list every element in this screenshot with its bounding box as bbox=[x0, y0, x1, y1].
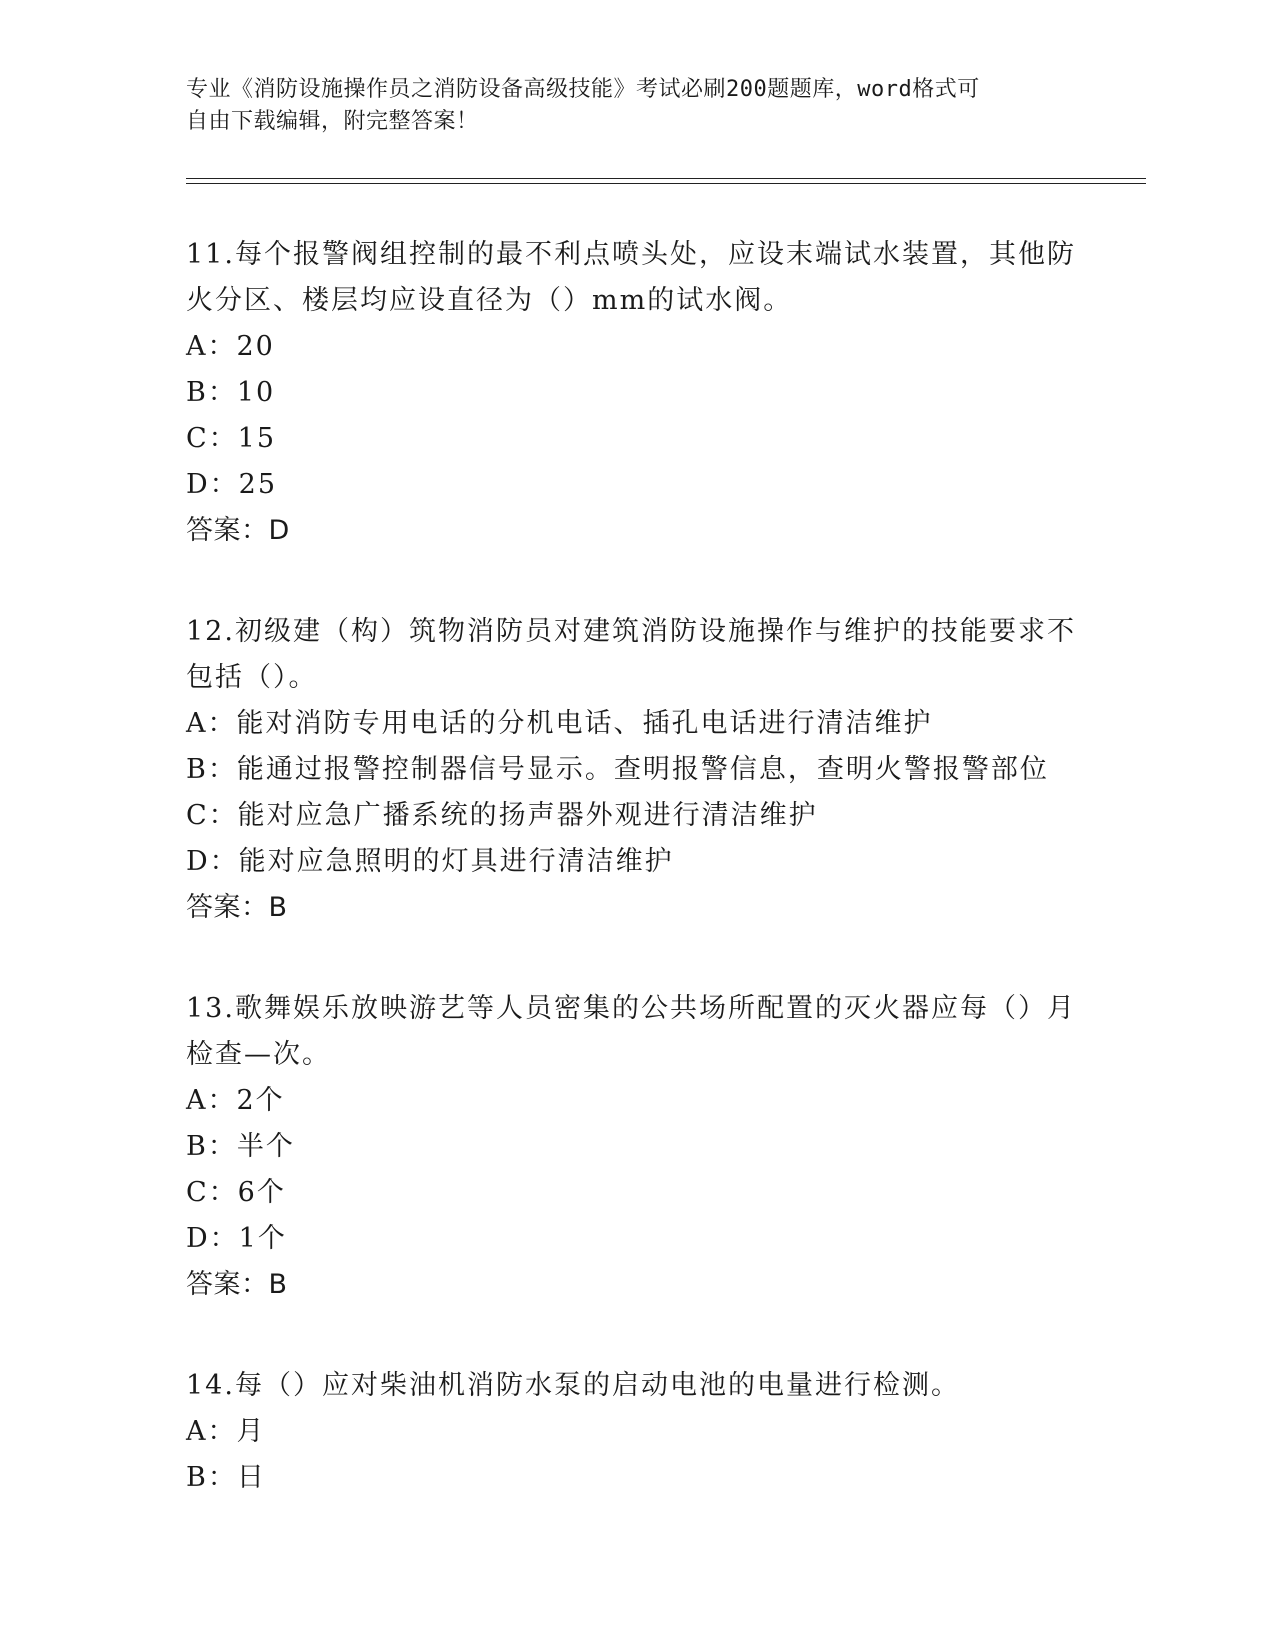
question-stem: 包括（）。 bbox=[186, 662, 318, 693]
option-d: D：1个 bbox=[186, 1223, 287, 1254]
option-b: B：能通过报警控制器信号显示。查明报警信息，查明火警报警部位 bbox=[186, 754, 1049, 785]
question-stem: 12.初级建（构）筑物消防员对建筑消防设施操作与维护的技能要求不 bbox=[186, 616, 1076, 647]
question-stem: 火分区、楼层均应设直径为（）mm的试水阀。 bbox=[186, 285, 793, 316]
option-a: A：20 bbox=[186, 331, 275, 362]
option-b: B：10 bbox=[186, 377, 276, 408]
option-d: D：能对应急照明的灯具进行清洁维护 bbox=[186, 846, 674, 877]
question-stem: 检查—次。 bbox=[186, 1039, 331, 1070]
answer: 答案：B bbox=[186, 1269, 288, 1300]
question-list bbox=[186, 232, 1086, 1556]
question-13 bbox=[186, 986, 1086, 1308]
option-b: B：半个 bbox=[186, 1131, 295, 1162]
header-line-1: 专业《消防设施操作员之消防设备高级技能》考试必刷200题题库，word格式可 bbox=[186, 77, 980, 102]
option-a: A：能对消防专用电话的分机电话、插孔电话进行清洁维护 bbox=[186, 708, 933, 739]
option-b: B：日 bbox=[186, 1462, 266, 1493]
question-stem: 14.每（）应对柴油机消防水泵的启动电池的电量进行检测。 bbox=[186, 1370, 960, 1401]
document-header bbox=[186, 74, 1066, 138]
header-divider-bottom bbox=[186, 183, 1146, 184]
option-c: C：能对应急广播系统的扬声器外观进行清洁维护 bbox=[186, 800, 818, 831]
question-stem: 11.每个报警阀组控制的最不利点喷头处，应设末端试水装置，其他防 bbox=[186, 239, 1076, 270]
question-stem: 13.歌舞娱乐放映游艺等人员密集的公共场所配置的灭火器应每（）月 bbox=[186, 993, 1076, 1024]
answer: 答案：B bbox=[186, 892, 288, 923]
header-divider-top bbox=[186, 178, 1146, 179]
question-12 bbox=[186, 609, 1086, 931]
option-c: C：15 bbox=[186, 423, 277, 454]
option-c: C：6个 bbox=[186, 1177, 286, 1208]
question-14 bbox=[186, 1363, 1086, 1501]
option-a: A：2个 bbox=[186, 1085, 285, 1116]
header-line-2: 自由下载编辑，附完整答案！ bbox=[186, 109, 479, 134]
option-a: A：月 bbox=[186, 1416, 266, 1447]
option-d: D：25 bbox=[186, 469, 278, 500]
question-11 bbox=[186, 232, 1086, 554]
answer: 答案：D bbox=[186, 515, 290, 546]
